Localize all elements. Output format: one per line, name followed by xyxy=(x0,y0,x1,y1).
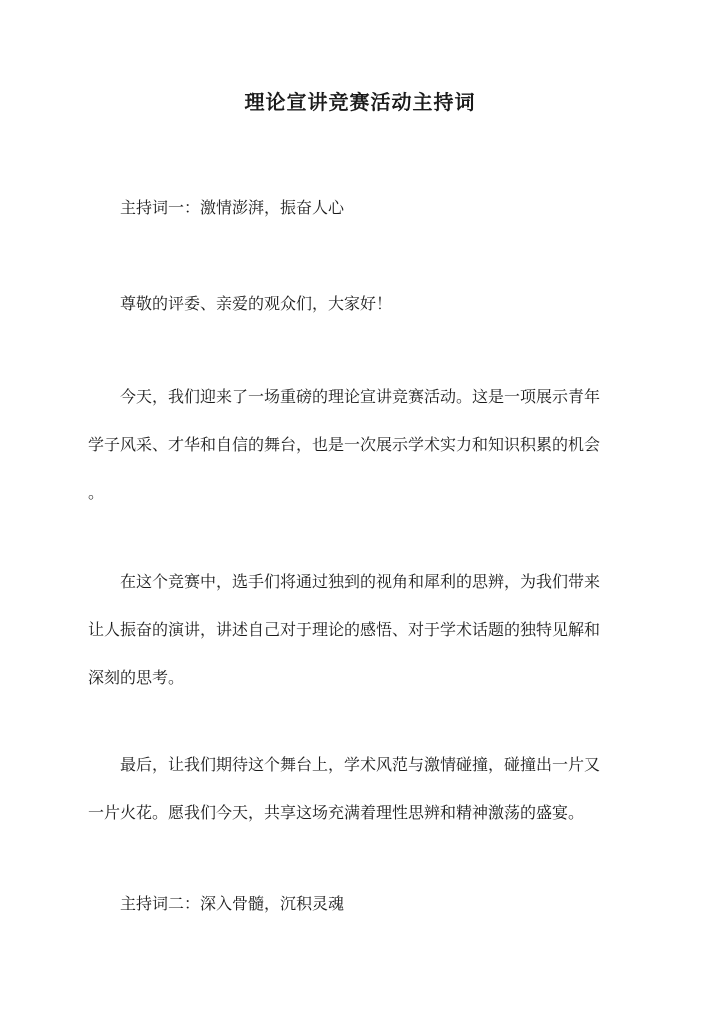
section-heading-1: 主持词一：激情澎湃，振奋人心 xyxy=(120,198,345,217)
paragraph-line: 深刻的思考。 xyxy=(88,668,185,687)
paragraph-line: 一片火花。愿我们今天，共享这场充满着理性思辨和精神激荡的盛宴。 xyxy=(88,803,585,822)
paragraph-line: 在这个竞赛中，选手们将通过独到的视角和犀利的思辨，为我们带来 xyxy=(120,572,601,591)
section-heading-2: 主持词二：深入骨髓，沉积灵魂 xyxy=(120,894,345,913)
paragraph-competition xyxy=(88,558,636,702)
paragraph-intro xyxy=(88,373,636,517)
document-title: 理论宣讲竞赛活动主持词 xyxy=(244,90,476,114)
paragraph-line: 最后，让我们期待这个舞台上，学术风范与激情碰撞，碰撞出一片又 xyxy=(120,755,601,774)
paragraph-line: 让人振奋的演讲，讲述自己对于理论的感悟、对于学术话题的独特见解和 xyxy=(88,620,601,639)
paragraph-line: 今天，我们迎来了一场重磅的理论宣讲竞赛活动。这是一项展示青年 xyxy=(120,387,601,406)
paragraph-line: 。 xyxy=(88,483,105,502)
greeting-paragraph: 尊敬的评委、亲爱的观众们，大家好！ xyxy=(120,294,393,313)
paragraph-line: 学子风采、才华和自信的舞台，也是一次展示学术实力和知识积累的机会 xyxy=(88,435,601,454)
paragraph-closing xyxy=(88,741,636,837)
